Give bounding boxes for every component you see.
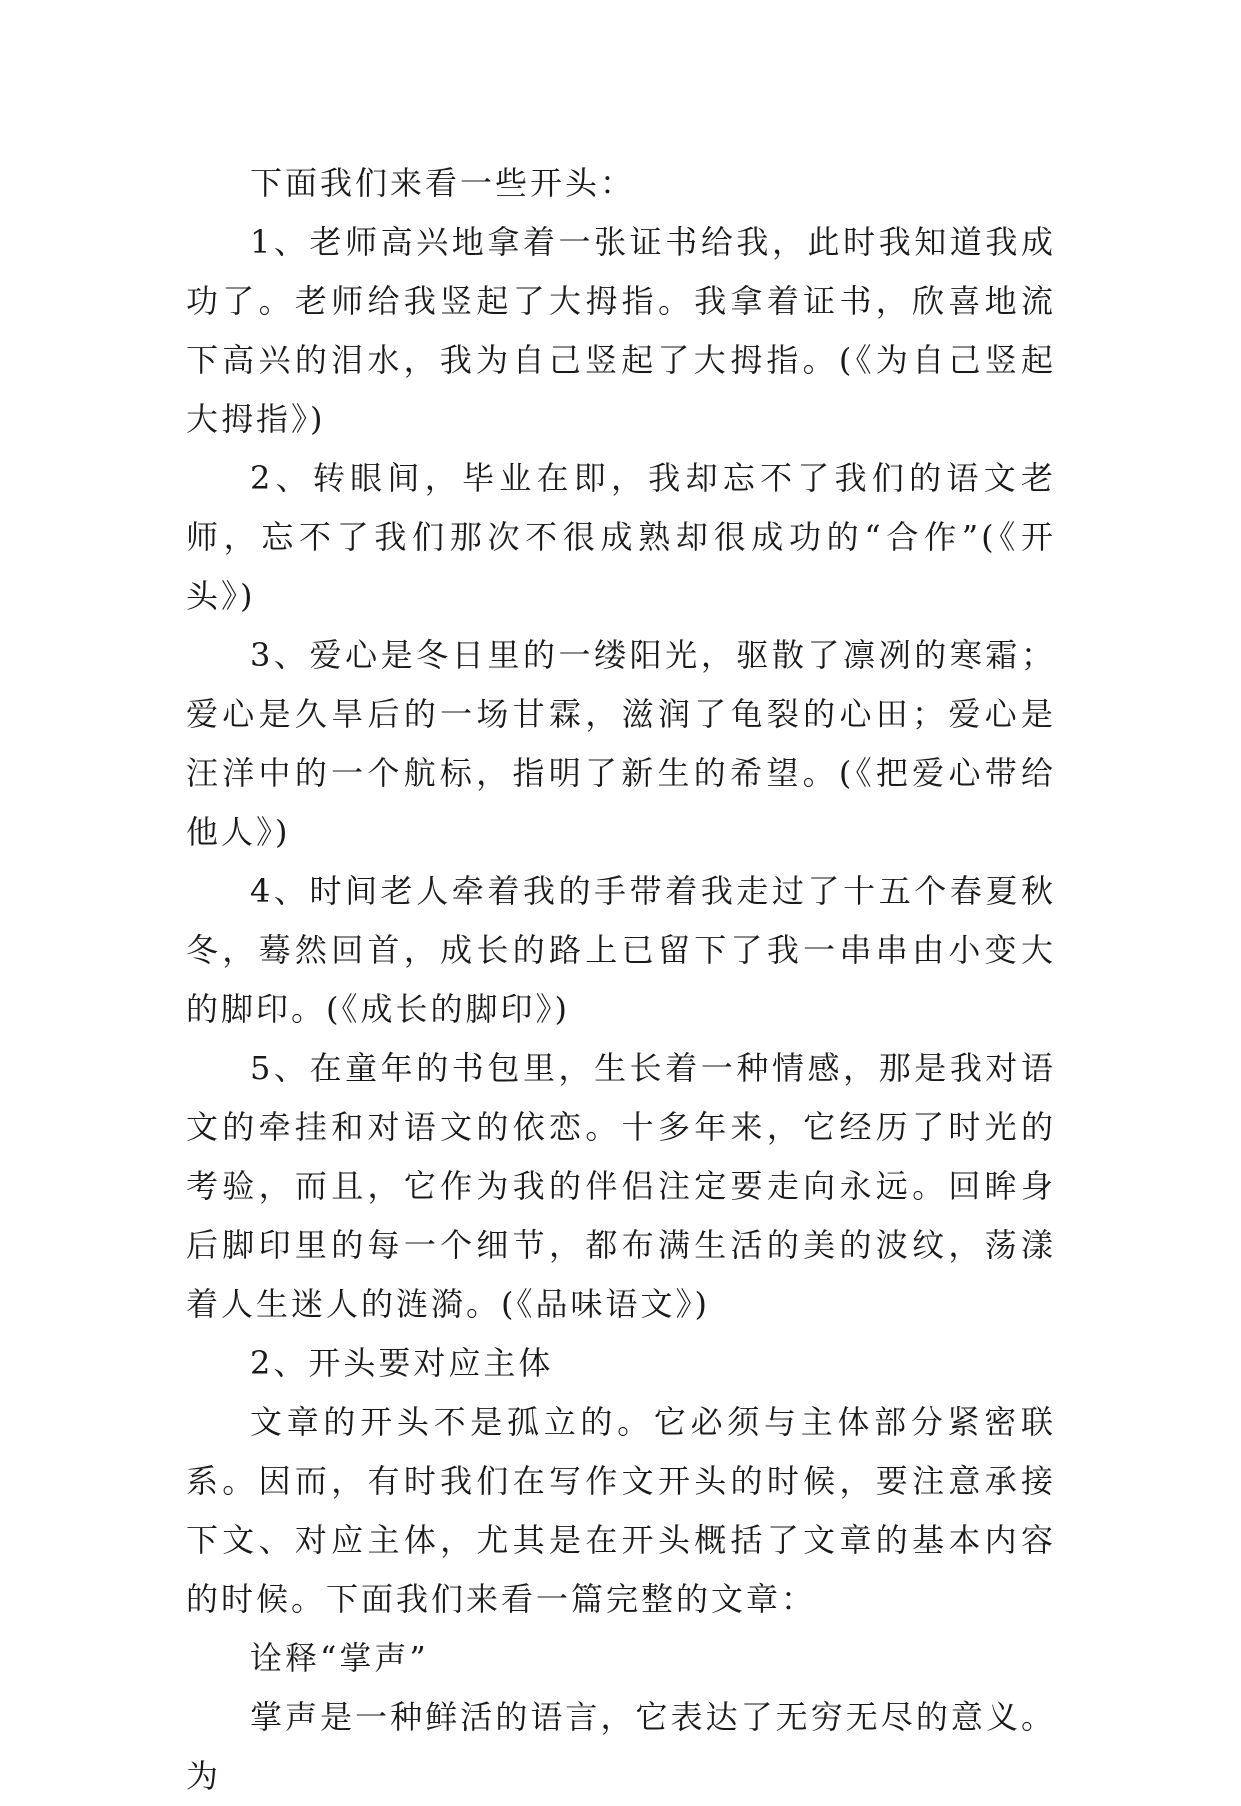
- section-heading: 2、开头要对应主体: [250, 1344, 554, 1382]
- example-paragraph-4: 4、时间老人牵着我的手带着我走过了十五个春夏秋冬，蓦然回首，成长的路上已留下了我一串串由小变大的脚印。(《成长的脚印》): [186, 872, 1056, 1028]
- example-paragraph-1: 1、老师高兴地拿着一张证书给我，此时我知道我成功了。老师给我竖起了大拇指。我拿着证书，欣喜地流下高兴的泪水，我为自己竖起了大拇指。(《为自己竖起大拇指》): [186, 223, 1056, 438]
- example-paragraph-3: 3、爱心是冬日里的一缕阳光，驱散了凛冽的寒霜；爱心是久旱后的一场甘霖，滋润了龟裂的心田；爱心是汪洋中的一个航标，指明了新生的希望。(《把爱心带给他人》): [186, 636, 1056, 851]
- section-paragraph: 文章的开头不是孤立的。它必须与主体部分紧密联系。因而，有时我们在写作文开头的时候，要注意承接下文、对应主体，尤其是在开头概括了文章的基本内容的时候。下面我们来看一篇完整的文章：: [186, 1403, 1056, 1618]
- body-text: [186, 154, 1056, 1806]
- article-title: 诠释“掌声”: [250, 1639, 429, 1677]
- example-paragraph-2: 2、转眼间，毕业在即，我却忘不了我们的语文老师，忘不了我们那次不很成熟却很成功的“合作”(《开头》): [186, 459, 1056, 615]
- example-paragraph-5: 5、在童年的书包里，生长着一种情感，那是我对语文的牵挂和对语文的依恋。十多年来，它经历了时光的考验，而且，它作为我的伴侣注定要走向永远。回眸身后脚印里的每一个细节，都布满生活的美的波纹，荡漾着人生迷人的涟漪。(《品味语文》): [186, 1049, 1056, 1323]
- intro-paragraph: 下面我们来看一些开头：: [250, 164, 636, 202]
- article-paragraph: 掌声是一种鲜活的语言，它表达了无穷无尽的意义。为: [186, 1698, 1056, 1795]
